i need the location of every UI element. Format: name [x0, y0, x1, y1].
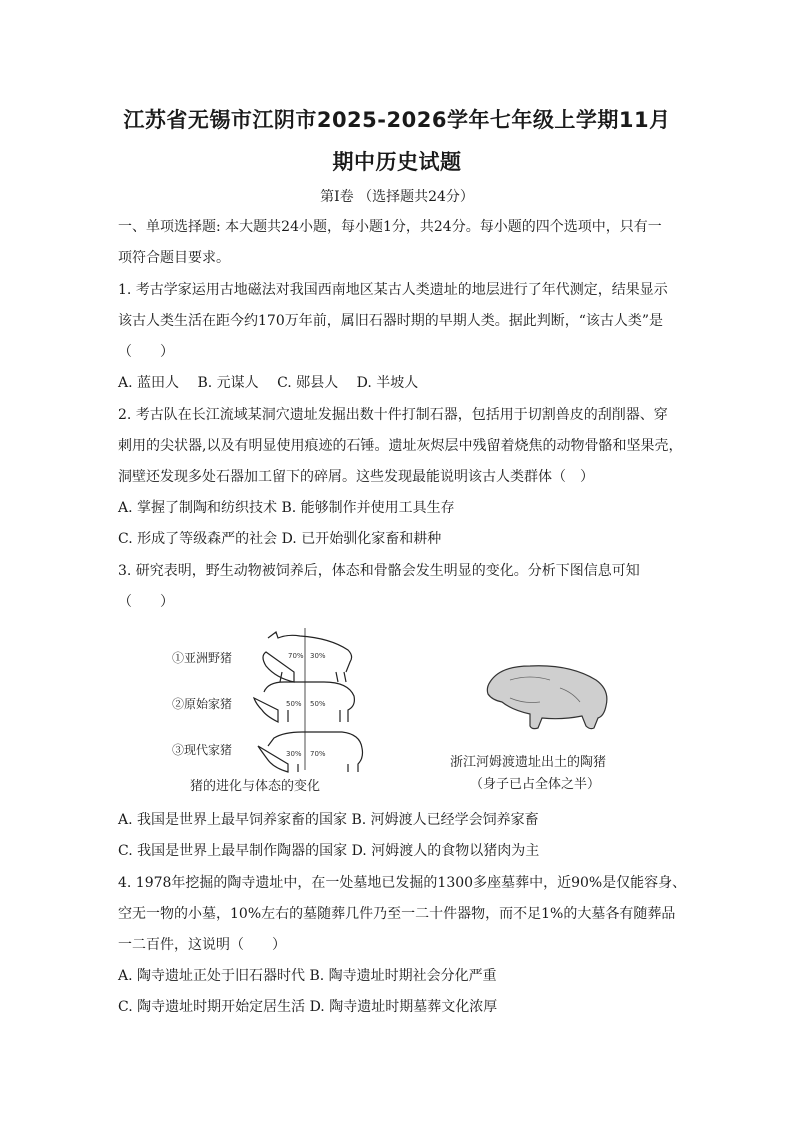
- primitive-pig-drawing: [254, 682, 354, 722]
- question-stem-line: （ ）: [118, 594, 174, 610]
- pig2-label: ②原始家猪: [172, 697, 233, 711]
- question-options-ab: A. 掌握了制陶和纺织技术 B. 能够制作并使用工具生存: [118, 500, 455, 516]
- question-stem-line: 洞壁还发现多处石器加工留下的碎屑。这些发现最能说明该古人类群体（ ）: [118, 469, 594, 485]
- question-stem-line: 刺用的尖状器,以及有明显使用痕迹的石锤。遗址灰烬层中残留着烧焦的动物骨骼和坚果壳，: [118, 438, 683, 454]
- right-figure-caption-line-1: 浙江河姆渡遗址出土的陶猪: [450, 755, 607, 770]
- pig3-front-pct: 30%: [286, 750, 302, 758]
- question-stem-line: （ ）: [118, 344, 174, 360]
- question-stem-line: 2. 考古队在长江流域某洞穴遗址发掘出数十件打制石器，包括用于切割兽皮的刮削器、穿: [118, 407, 668, 423]
- question-stem-line: 3. 研究表明，野生动物被饲养后，体态和骨骼会发生明显的变化。分析下图信息可知: [118, 563, 640, 579]
- question-stem-line: 该古人类生活在距今约170万年前，属旧石器时期的早期人类。据此判断，“该古人类”是: [118, 313, 664, 329]
- pig1-back-pct: 30%: [310, 652, 326, 660]
- question-stem-line: 1. 考古学家运用古地磁法对我国西南地区某古人类遗址的地层进行了年代测定，结果显示: [118, 282, 668, 298]
- question-options: A. 蓝田人 B. 元谋人 C. 郧县人 D. 半坡人: [118, 375, 419, 391]
- question-options-cd: C. 我国是世界上最早制作陶器的国家 D. 河姆渡人的食物以猪肉为主: [118, 843, 540, 859]
- clay-pig-drawing: [487, 666, 607, 729]
- pig1-front-pct: 70%: [288, 652, 304, 660]
- instruction-line: 项符合题目要求。: [118, 250, 230, 266]
- question-options-cd: C. 形成了等级森严的社会 D. 已开始驯化家畜和耕种: [118, 531, 442, 547]
- exam-title-line-2: 期中历史试题: [332, 150, 462, 174]
- pig1-label: ①亚洲野猪: [172, 651, 233, 665]
- exam-title-line-1: 江苏省无锡市江阴市2025-2026学年七年级上学期11月: [123, 108, 671, 132]
- question-stem-line: 空无一物的小墓，10%左右的墓随葬几件乃至一二十件器物，而不足1%的大墓各有随葬品: [118, 906, 676, 922]
- left-figure-caption: 猪的进化与体态的变化: [190, 779, 321, 794]
- volume-subtitle: 第Ⅰ卷 （选择题共24分）: [320, 189, 474, 205]
- pig3-label: ③现代家猪: [172, 743, 233, 757]
- pig-evolution-figure: [160, 620, 660, 800]
- pig-diagram: [254, 628, 363, 772]
- pig3-back-pct: 70%: [310, 750, 326, 758]
- question-stem-line: 4. 1978年挖掘的陶寺遗址中，在一处墓地已发掘的1300多座墓葬中，近90%是仅能容身、: [118, 875, 687, 891]
- wild-pig-drawing: [263, 632, 352, 682]
- pig2-front-pct: 50%: [286, 700, 302, 708]
- question-stem-line: 一二百件，这说明（ ）: [118, 937, 286, 953]
- question-options-cd: C. 陶寺遗址时期开始定居生活 D. 陶寺遗址时期墓葬文化浓厚: [118, 999, 498, 1015]
- pig2-back-pct: 50%: [310, 700, 326, 708]
- question-options-ab: A. 陶寺遗址正处于旧石器时代 B. 陶寺遗址时期社会分化严重: [118, 968, 497, 984]
- right-figure-caption-line-2: （身子已占全体之半）: [470, 777, 601, 792]
- question-options-ab: A. 我国是世界上最早饲养家畜的国家 B. 河姆渡人已经学会饲养家畜: [118, 812, 539, 828]
- instruction-line: 一、单项选择题: 本大题共24小题，每小题1分，共24分。每小题的四个选项中，只有一: [118, 219, 662, 235]
